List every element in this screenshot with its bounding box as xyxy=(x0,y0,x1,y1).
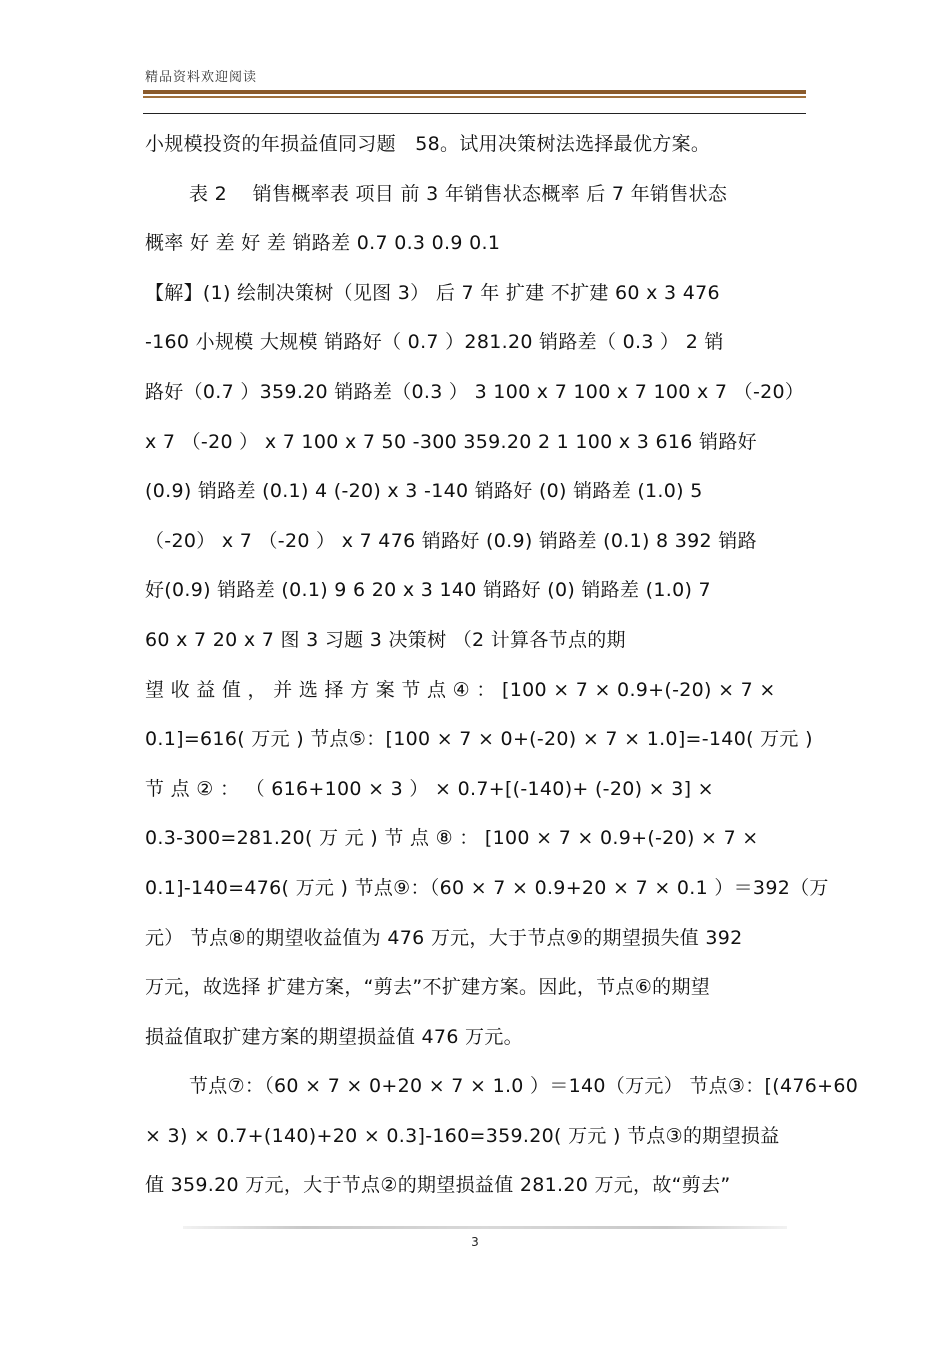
text-line: 60 x 7 20 x 7 图 3 习题 3 决策树 （2 计算各节点的期 xyxy=(145,628,626,651)
header-rule-thin xyxy=(143,96,806,98)
text-line: (0.9) 销路差 (0.1) 4 (-20) x 3 -140 销路好 (0) 销路差 (1.0) 5 xyxy=(145,480,703,503)
text-line: 好(0.9) 销路差 (0.1) 9 6 20 x 3 140 销路好 (0) 销路差 (1.0) 7 xyxy=(145,579,711,602)
header-rule-thick xyxy=(143,90,806,94)
text-line: 表 2 销售概率表 项目 前 3 年销售状态概率 后 7 年销售状态 xyxy=(189,182,728,205)
page-number: 3 xyxy=(471,1235,479,1249)
text-line: 万元，故选择 扩建方案，“剪去”不扩建方案。因此，节点⑥的期望 xyxy=(145,976,711,999)
text-line: 元） 节点⑧的期望收益值为 476 万元，大于节点⑨的期望损失值 392 xyxy=(145,926,743,949)
text-line: 小规模投资的年损益值同习题 58。试用决策树法选择最优方案。 xyxy=(145,133,711,155)
text-line: （-20） x 7 （-20 ） x 7 476 销路好 (0.9) 销路差 (0.1) 8 392 销路 xyxy=(145,529,757,552)
body-text xyxy=(145,120,859,1211)
footer-rule xyxy=(183,1226,787,1229)
header-rule-bottom xyxy=(143,113,806,114)
text-line: 望 收 益 值 ， 并 选 择 方 案 节 点 ④ ： [100 × 7 × 0.9+(-20) × 7 × xyxy=(145,678,776,701)
text-line: 0.3-300=281.20( 万 元 ) 节 点 ⑧ ： [100 × 7 × 0.9+(-20) × 7 × xyxy=(145,827,759,850)
text-line: 值 359.20 万元，大于节点②的期望损益值 281.20 万元，故“剪去” xyxy=(145,1174,731,1197)
text-line: -160 小规模 大规模 销路好（ 0.7 ）281.20 销路差（ 0.3 ） 2 销 xyxy=(145,331,724,354)
text-line: 路好（0.7 ）359.20 销路差（0.3 ） 3 100 x 7 100 x 7 100 x 7 （-20） xyxy=(145,380,805,403)
text-line: 节 点 ② ： （ 616+100 × 3 ） × 0.7+[(-140)+ (-20) × 3] × xyxy=(145,777,714,800)
text-line: x 7 （-20 ） x 7 100 x 7 50 -300 359.20 2 1 100 x 3 616 销路好 xyxy=(145,430,757,453)
text-line: 【解】(1) 绘制决策树（见图 3） 后 7 年 扩建 不扩建 60 x 3 476 xyxy=(145,281,720,304)
text-line: 节点⑦：（60 × 7 × 0+20 × 7 × 1.0 ）＝140（万元） 节点③：[(476+60 xyxy=(189,1075,859,1098)
text-line: 0.1]-140=476( 万元 ) 节点⑨：（60 × 7 × 0.9+20 × 7 × 0.1 ）＝392（万 xyxy=(145,876,829,899)
page-header-title: 精品资料欢迎阅读 xyxy=(145,70,258,85)
text-line: 概率 好 差 好 差 销路差 0.7 0.3 0.9 0.1 xyxy=(145,232,501,255)
text-line: 损益值取扩建方案的期望损益值 476 万元。 xyxy=(145,1025,523,1048)
text-line: 0.1]=616( 万元 ) 节点⑤：[100 × 7 × 0+(-20) × 7 × 1.0]=-140( 万元 ) xyxy=(145,728,813,751)
text-line: × 3) × 0.7+(140)+20 × 0.3]-160=359.20( 万元 ) 节点③的期望损益 xyxy=(145,1124,780,1147)
